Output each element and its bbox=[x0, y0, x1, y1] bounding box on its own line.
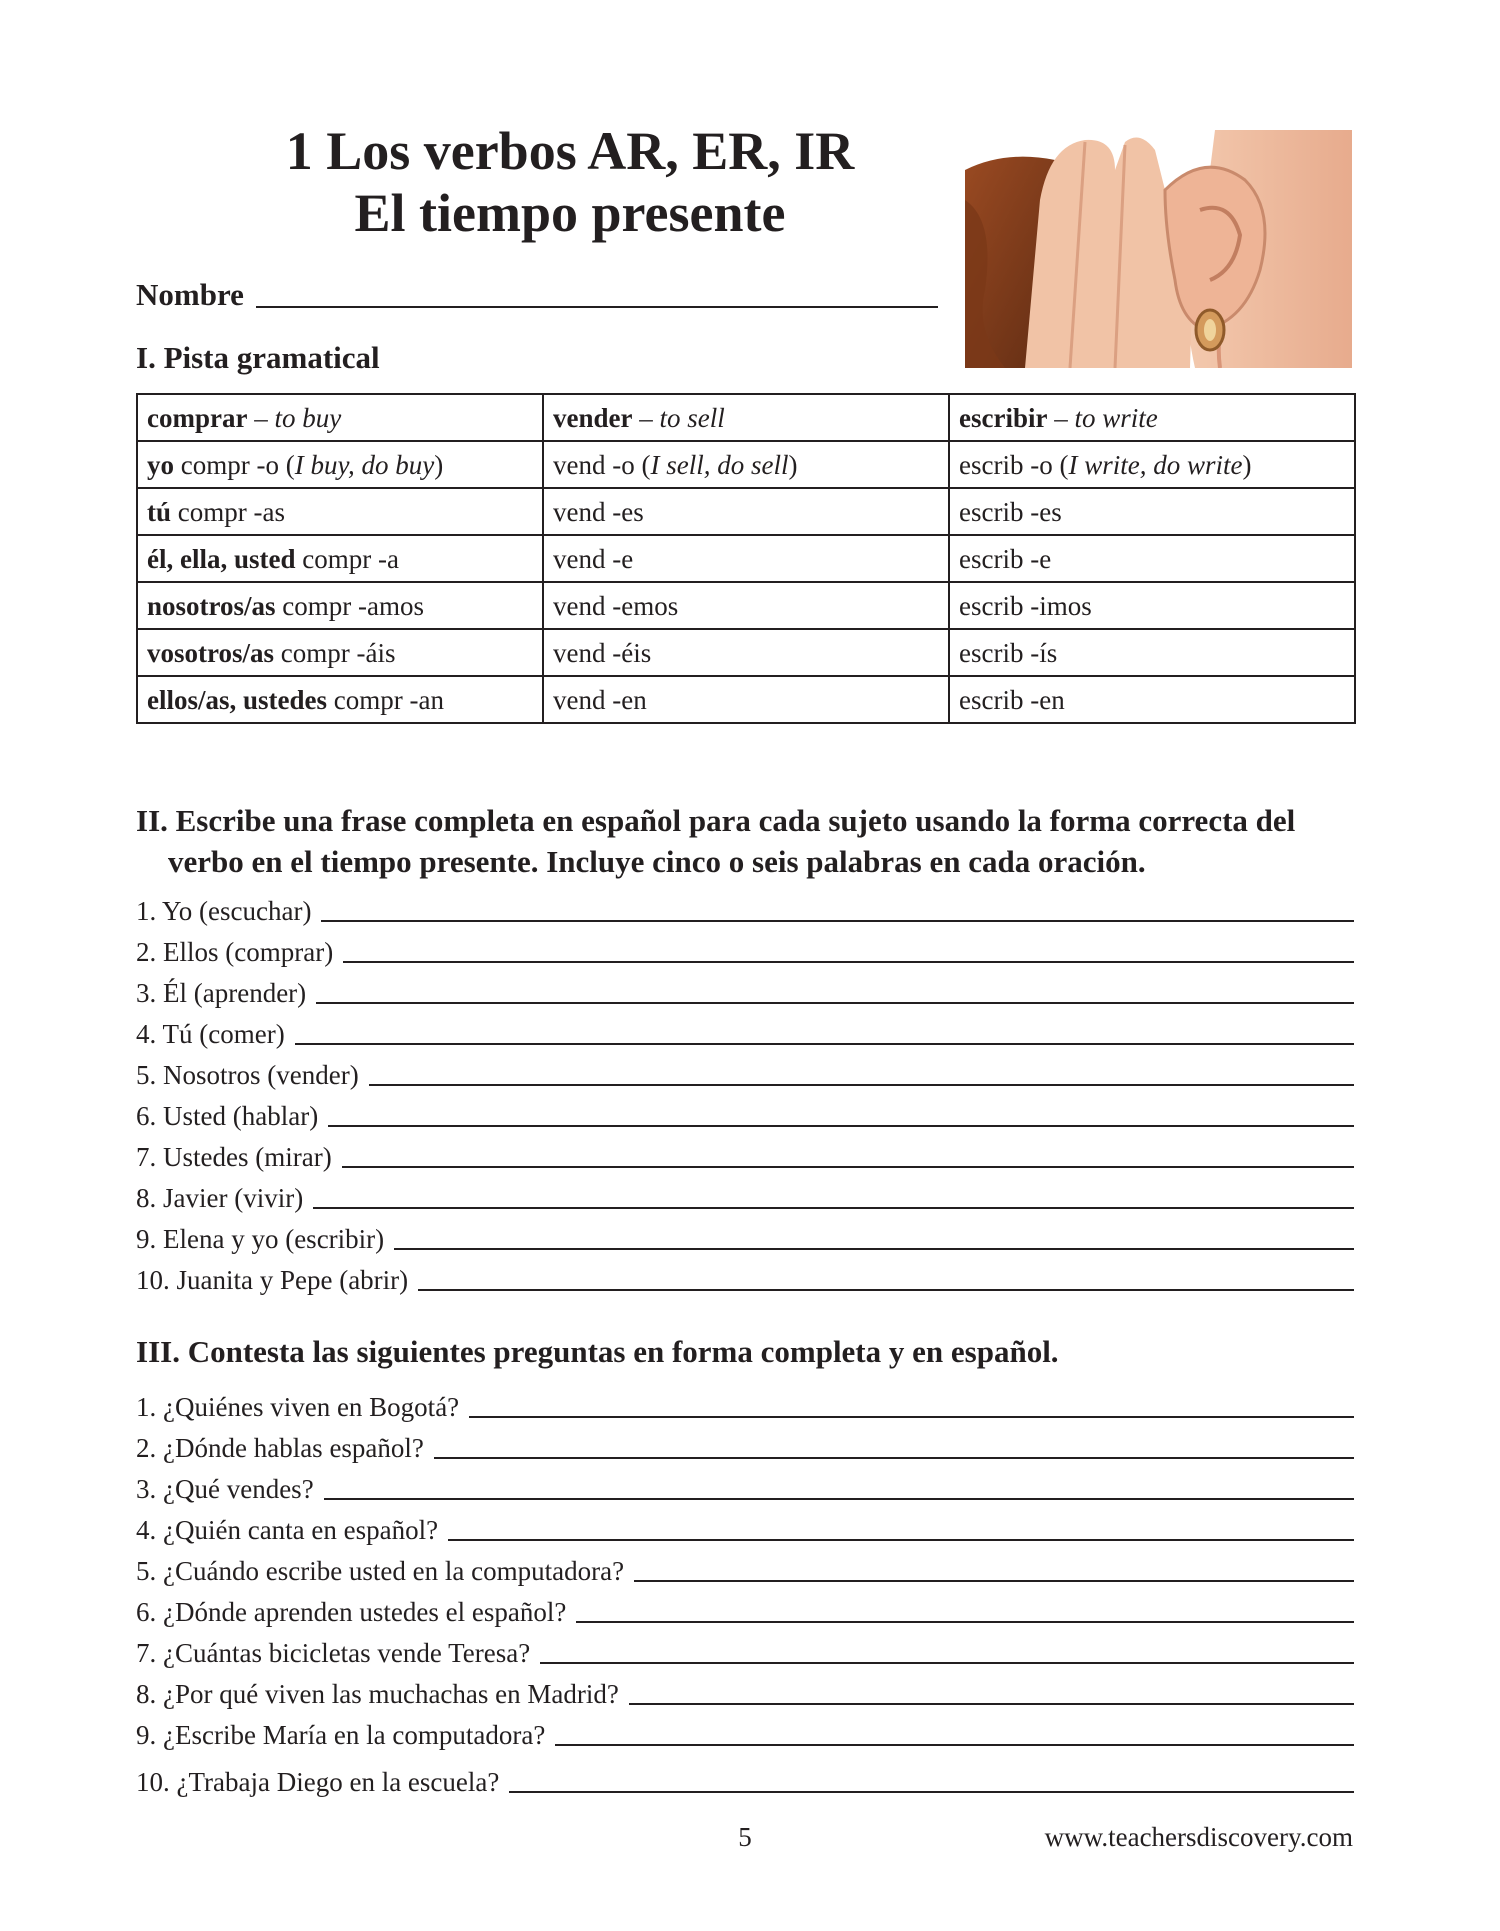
table-cell: él, ella, usted compr -a bbox=[137, 535, 543, 582]
table-header-row bbox=[137, 394, 1355, 441]
table-cell: escrib -imos bbox=[949, 582, 1355, 629]
answer-line[interactable] bbox=[576, 1621, 1354, 1623]
list-item: 8. Javier (vivir) bbox=[136, 1173, 1354, 1214]
table-row bbox=[137, 488, 1355, 535]
ear-photo bbox=[965, 130, 1352, 368]
answer-line[interactable] bbox=[342, 1166, 1354, 1168]
table-header-cell: comprar – to buy bbox=[137, 394, 543, 441]
answer-line[interactable] bbox=[316, 1002, 1354, 1004]
table-row bbox=[137, 535, 1355, 582]
list-item: 4. Tú (comer) bbox=[136, 1009, 1354, 1050]
table-cell: escrib -o (I write, do write) bbox=[949, 441, 1355, 488]
list-item: 2. ¿Dónde hablas español? bbox=[136, 1423, 1354, 1464]
question-list bbox=[136, 1382, 1354, 1798]
list-item: 9. ¿Escribe María en la computadora? bbox=[136, 1710, 1354, 1751]
table-header-cell: vender – to sell bbox=[543, 394, 949, 441]
website-url: www.teachersdiscovery.com bbox=[1044, 1822, 1353, 1852]
table-cell: tú compr -as bbox=[137, 488, 543, 535]
answer-line[interactable] bbox=[324, 1498, 1354, 1500]
answer-line[interactable] bbox=[394, 1248, 1354, 1250]
answer-line[interactable] bbox=[321, 920, 1354, 922]
list-item: 10. Juanita y Pepe (abrir) bbox=[136, 1255, 1354, 1296]
section-3-heading: III. Contesta las siguientes preguntas en forma completa y en español. bbox=[136, 1334, 1059, 1369]
table-cell: yo compr -o (I buy, do buy) bbox=[137, 441, 543, 488]
answer-line[interactable] bbox=[369, 1084, 1354, 1086]
answer-line[interactable] bbox=[434, 1457, 1354, 1459]
list-item: 1. ¿Quiénes viven en Bogotá? bbox=[136, 1382, 1354, 1423]
table-cell: ellos/as, ustedes compr -an bbox=[137, 676, 543, 723]
table-cell: vend -en bbox=[543, 676, 949, 723]
name-field bbox=[136, 272, 938, 312]
table-cell: escrib -es bbox=[949, 488, 1355, 535]
answer-line[interactable] bbox=[328, 1125, 1354, 1127]
answer-line[interactable] bbox=[509, 1791, 1354, 1793]
answer-line[interactable] bbox=[469, 1416, 1354, 1418]
title-line-1: 1 Los verbos AR, ER, IR bbox=[285, 121, 855, 181]
table-cell: escrib -e bbox=[949, 535, 1355, 582]
list-item: 6. ¿Dónde aprenden ustedes el español? bbox=[136, 1587, 1354, 1628]
table-cell: vend -emos bbox=[543, 582, 949, 629]
table-cell: vosotros/as compr -áis bbox=[137, 629, 543, 676]
list-item: 4. ¿Quién canta en español? bbox=[136, 1505, 1354, 1546]
list-item: 10. ¿Trabaja Diego en la escuela? bbox=[136, 1751, 1354, 1798]
answer-line[interactable] bbox=[313, 1207, 1354, 1209]
table-cell: escrib -en bbox=[949, 676, 1355, 723]
answer-line[interactable] bbox=[343, 961, 1354, 963]
conjugation-table bbox=[136, 393, 1356, 724]
list-item: 3. Él (aprender) bbox=[136, 968, 1354, 1009]
list-item: 5. Nosotros (vender) bbox=[136, 1050, 1354, 1091]
list-item: 7. ¿Cuántas bicicletas vende Teresa? bbox=[136, 1628, 1354, 1669]
section-2-heading-line-2: verbo en el tiempo presente. Incluye cinco o seis palabras en cada oración. bbox=[168, 844, 1146, 879]
answer-line[interactable] bbox=[448, 1539, 1354, 1541]
table-cell: escrib -ís bbox=[949, 629, 1355, 676]
table-row bbox=[137, 629, 1355, 676]
list-item: 2. Ellos (comprar) bbox=[136, 927, 1354, 968]
table-row bbox=[137, 582, 1355, 629]
section-2-heading-line-1: II. Escribe una frase completa en español para cada sujeto usando la forma correcta del bbox=[136, 803, 1296, 838]
list-item: 5. ¿Cuándo escribe usted en la computadora? bbox=[136, 1546, 1354, 1587]
table-cell: vend -e bbox=[543, 535, 949, 582]
list-item: 1. Yo (escuchar) bbox=[136, 886, 1354, 927]
table-row bbox=[137, 441, 1355, 488]
answer-line[interactable] bbox=[555, 1744, 1354, 1746]
table-row bbox=[137, 676, 1355, 723]
answer-line[interactable] bbox=[418, 1289, 1354, 1291]
table-cell: vend -o (I sell, do sell) bbox=[543, 441, 949, 488]
list-item: 3. ¿Qué vendes? bbox=[136, 1464, 1354, 1505]
section-1-heading: I. Pista gramatical bbox=[136, 340, 380, 375]
table-cell: vend -es bbox=[543, 488, 949, 535]
name-label: Nombre bbox=[136, 277, 244, 312]
answer-line[interactable] bbox=[629, 1703, 1354, 1705]
table-cell: nosotros/as compr -amos bbox=[137, 582, 543, 629]
page-number: 5 bbox=[738, 1822, 752, 1852]
answer-line[interactable] bbox=[634, 1580, 1354, 1582]
list-item: 9. Elena y yo (escribir) bbox=[136, 1214, 1354, 1255]
section-2-heading bbox=[136, 800, 1356, 882]
list-item: 7. Ustedes (mirar) bbox=[136, 1132, 1354, 1173]
table-header-cell: escribir – to write bbox=[949, 394, 1355, 441]
answer-line[interactable] bbox=[540, 1662, 1354, 1664]
table-cell: vend -éis bbox=[543, 629, 949, 676]
answer-line[interactable] bbox=[295, 1043, 1354, 1045]
sentence-list bbox=[136, 886, 1354, 1296]
list-item: 6. Usted (hablar) bbox=[136, 1091, 1354, 1132]
title-line-2: El tiempo presente bbox=[354, 183, 786, 243]
list-item: 8. ¿Por qué viven las muchachas en Madrid? bbox=[136, 1669, 1354, 1710]
name-input-line[interactable] bbox=[256, 306, 938, 308]
page-title bbox=[235, 120, 905, 244]
